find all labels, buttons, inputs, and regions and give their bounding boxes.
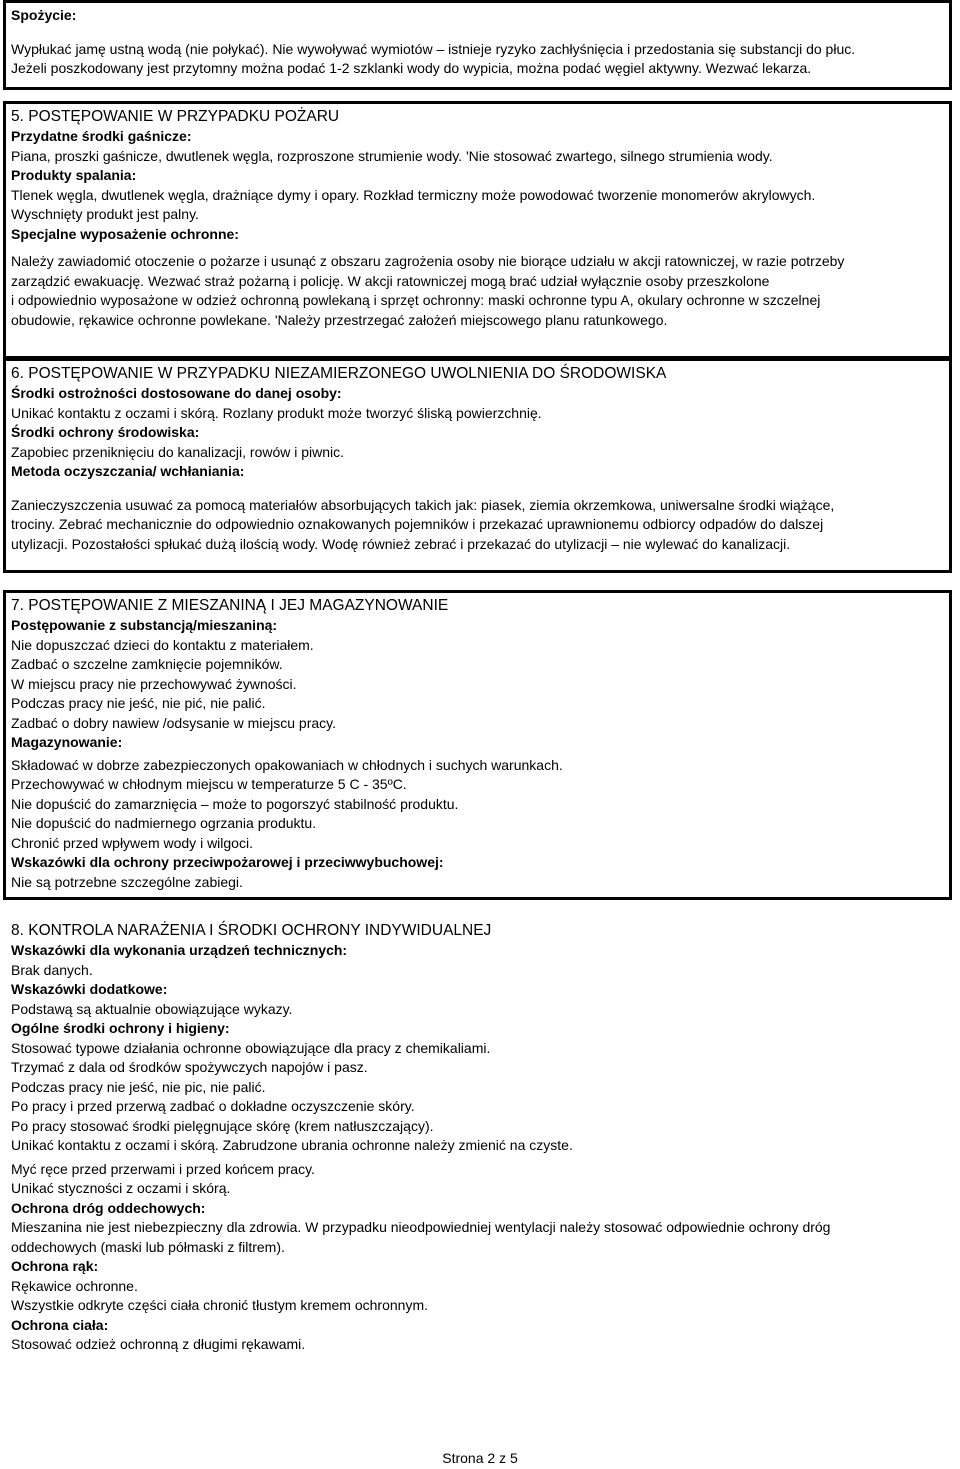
section-8-heading-additional: Wskazówki dodatkowe: [11,981,168,997]
section-8-hygiene-item: Unikać styczności z oczami i skórą. [11,1180,231,1196]
section-8-heading-hygiene: Ogólne środki ochrony i higieny: [11,1020,230,1036]
section-7-handling-item: Zadbać o dobry nawiew /odsysanie w miejscu pracy. [11,714,337,731]
section-5-combustion-text-1: Tlenek węgla, dwutlenek węgla, drażniące dymy i opary. Rozkład termiczny może powodować tworzenie monomerów akrylowych. [11,186,816,203]
section-5-equipment-line-4: obudowie, rękawice ochronne powlekane. 'Należy przestrzegać założeń miejscowego planu ratunkowego. [11,311,668,328]
section-8-hygiene-item: Po pracy i przed przerwą zadbać o dokładne oczyszczenie skóry. [11,1098,415,1114]
section-7-heading-fire-protection: Wskazówki dla ochrony przeciwpożarowej i przeciwwybuchowej: [11,854,444,870]
section-8-respiratory-line-2: oddechowych (maski lub półmaski z filtrem). [11,1238,285,1255]
section-8-heading-hands: Ochrona rąk: [11,1258,99,1274]
section-8-hygiene-item: Myć ręce przed przerwami i przed końcem pracy. [11,1160,315,1177]
section-8-exposure [3,921,952,1355]
section-7-handling-item: Zadbać o szczelne zamknięcie pojemników. [11,656,283,672]
section-6-heading-personal: Środki ostrożności dostosowane do danej osoby: [11,385,342,401]
section-5-heading-combustion: Produkty spalania: [11,167,137,183]
section-6-environment-text: Zapobiec przeniknięciu do kanalizacji, rowów i piwnic. [11,443,345,460]
section-8-hygiene-item: Trzymać z dala od środków spożywczych napojów i pasz. [11,1059,368,1075]
section-8-hygiene-item: Stosować typowe działania ochronne obowiązujące dla pracy z chemikaliami. [11,1039,491,1056]
section-8-heading-technical: Wskazówki dla wykonania urządzeń technicznych: [11,942,348,958]
section-5-equipment-line-1: Należy zawiadomić otoczenie o pożarze i usunąć z obszaru zagrożenia osoby nie biorące udziału w akcji ratowniczej, w razie potrzeby [11,253,845,269]
section-8-hygiene-item: Po pracy stosować środki pielęgnujące skórę (krem natłuszczający). [11,1117,434,1134]
section-6-personal-text: Unikać kontaktu z oczami i skórą. Rozlany produkt może tworzyć śliską powierzchnię. [11,404,542,421]
section-8-heading-body: Ochrona ciała: [11,1316,109,1333]
section-6-cleanup-line-1: Zanieczyszczenia usuwać za pomocą materiałów absorbujących takich jak: piasek, ziemia okrzemkowa, uniwersalne środki wiążące, [11,496,835,513]
section-8-hands-line-1: Rękawice ochronne. [11,1277,138,1294]
section-8-hands-line-2: Wszystkie odkryte części ciała chronić tłustym kremem ochronnym. [11,1297,428,1313]
section-7-storage-item: Chronić przed wpływem wody i wilgoci. [11,834,253,851]
section-5-heading-equipment: Specjalne wyposażenie ochronne: [11,225,239,242]
section-8-technical-text: Brak danych. [11,961,93,978]
section-7-storage-item: Nie dopuścić do zamarznięcia – może to pogorszyć stabilność produktu. [11,795,459,812]
section-6-title: 6. POSTĘPOWANIE W PRZYPADKU NIEZAMIERZONEGO UWOLNIENIA DO ŚRODOWISKA [11,365,667,382]
ingestion-label: Spożycie: [11,7,77,23]
section-7-storage-item: Składować w dobrze zabezpieczonych opakowaniach w chłodnych i suchych warunkach. [11,756,563,773]
section-8-heading-respiratory: Ochrona dróg oddechowych: [11,1199,206,1216]
section-7-handling-item: Nie dopuszczać dzieci do kontaktu z materiałem. [11,636,314,653]
section-8-hygiene-item: Podczas pracy nie jeść, nie pic, nie palić. [11,1078,266,1095]
section-8-title: 8. KONTROLA NARAŻENIA I ŚRODKI OCHRONY INDYWIDUALNEJ [11,922,492,939]
section-5-title: 5. POSTĘPOWANIE W PRZYPADKU POŻARU [11,108,340,125]
section-7-storage-item: Nie dopuścić do nadmiernego ogrzania produktu. [11,815,317,831]
section-6-heading-environment: Środki ochrony środowiska: [11,424,200,440]
section-7-handling-item: Podczas pracy nie jeść, nie pić, nie palić. [11,695,266,711]
section-4-ingestion [3,0,952,90]
section-5-equipment-line-3: i odpowiednio wyposażone w odzież ochronną powlekaną i sprzęt ochronny: maski ochronne typu A, okulary ochronne w szczelnej [11,292,821,308]
section-8-respiratory-line-1: Mieszanina nie jest niebezpieczny dla zdrowia. W przypadku nieodpowiedniej wentylacji należy stosować odpowiednie ochrony dróg [11,1219,831,1235]
section-7-fire-protection-text: Nie są potrzebne szczególne zabiegi. [11,873,243,890]
section-7-heading-handling: Postępowanie z substancją/mieszaniną: [11,617,278,633]
section-5-fire [3,101,952,359]
page-number: Strona 2 z 5 [442,1450,518,1466]
ingestion-line-2: Jeżeli poszkodowany jest przytomny można podać 1-2 szklanki wody do wypicia, można podać węgiel aktywny. Wezwać lekarza. [11,60,812,76]
section-7-handling-item: W miejscu pracy nie przechowywać żywności. [11,675,297,692]
ingestion-line-1: Wypłukać jamę ustną wodą (nie połykać). Nie wywoływać wymiotów – istnieje ryzyko zachłyśnięcia i przedostania się substancji do płuc. [11,40,856,57]
section-6-cleanup-line-3: utylizacji. Pozostałości spłukać dużą ilością wody. Wodę również zebrać i przekazać do utylizacji – nie wylewać do kanalizacji. [11,535,791,552]
section-5-equipment-line-2: zarządzić ewakuację. Wezwać straż pożarną i policję. W akcji ratowniczej mogą brać udział wyłącznie osoby przeszkolone [11,272,770,289]
section-8-additional-text: Podstawą są aktualnie obowiązujące wykazy. [11,1000,293,1017]
section-8-hygiene-item: Unikać kontaktu z oczami i skórą. Zabrudzone ubrania ochronne należy zmienić na czyste. [11,1137,573,1153]
section-7-heading-storage: Magazynowanie: [11,734,123,750]
section-7-title: 7. POSTĘPOWANIE Z MIESZANINĄ I JEJ MAGAZYNOWANIE [11,597,449,614]
section-5-heading-extinguishing: Przydatne środki gaśnicze: [11,128,192,144]
section-7-storage-item: Przechowywać w chłodnym miejscu w temperaturze 5 C - 35ºC. [11,776,407,792]
section-5-extinguishing-text: Piana, proszki gaśnicze, dwutlenek węgla, rozproszone strumienie wody. 'Nie stosować zwartego, silnego strumienia wody. [11,147,773,164]
section-6-release [3,358,952,573]
section-6-heading-cleanup: Metoda oczyszczania/ wchłaniania: [11,463,245,479]
section-6-cleanup-line-2: trociny. Zebrać mechanicznie do odpowiednio oznakowanych pojemników i przekazać uprawnionemu odbiorcy odpadów do dalszej [11,516,824,532]
section-5-combustion-text-2: Wyschnięty produkt jest palny. [11,206,199,222]
section-7-handling [3,590,952,900]
section-8-body-text: Stosować odzież ochronną z długimi rękawami. [11,1336,306,1352]
